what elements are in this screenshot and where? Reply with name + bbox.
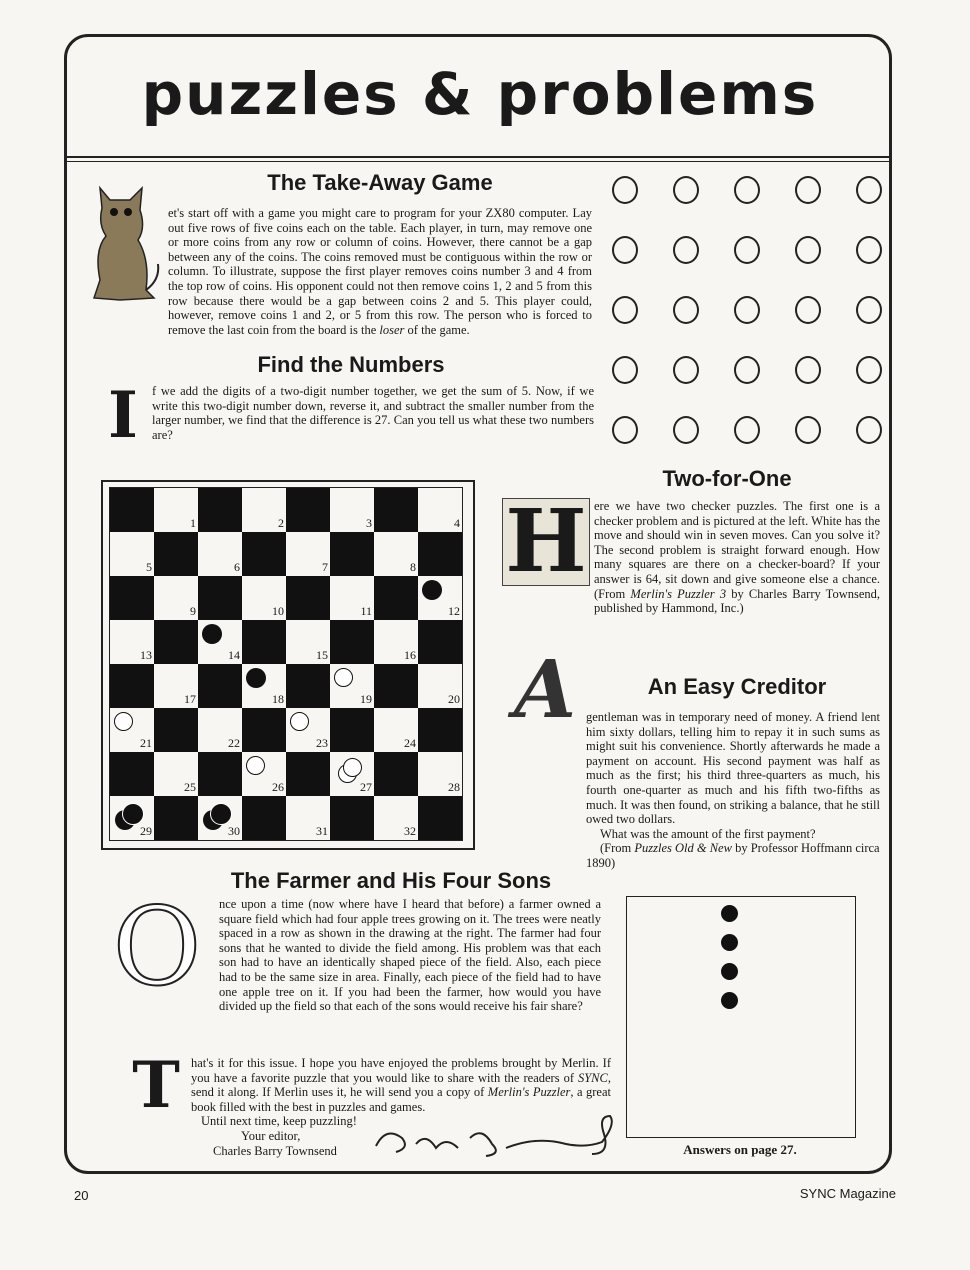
apple-tree [721,905,738,922]
take-away-title: The Take-Away Game [267,170,493,195]
square-number: 27 [360,780,372,794]
coin [612,356,638,384]
board-square-dark [154,796,198,840]
creditor-title: An Easy Creditor [647,674,827,699]
square-number: 9 [190,604,196,618]
board-square [110,532,154,576]
white-checker [290,712,309,731]
square-number: 18 [272,692,284,706]
coin [673,416,699,444]
board-square-dark [418,796,462,840]
square-number: 30 [228,824,240,838]
board-square-dark [374,488,418,532]
square-number: 23 [316,736,328,750]
board-square [154,752,198,796]
board-square-dark [154,708,198,752]
masthead-rule [67,156,889,158]
board-square [286,532,330,576]
coin [734,236,760,264]
creditor-section [586,710,880,871]
coin-row [612,416,882,444]
field-diagram [626,896,856,1138]
board-square [198,708,242,752]
creditor-source-post: by Professor Hoffmann circa 1890) [586,841,880,870]
coin [612,236,638,264]
board-square-dark [110,576,154,620]
square-number: 13 [140,648,152,662]
coin [795,296,821,324]
square-number: 6 [234,560,240,574]
board-square-dark [286,664,330,708]
square-number: 7 [322,560,328,574]
coin [795,236,821,264]
square-number: 3 [366,516,372,530]
find-numbers-title: Find the Numbers [257,352,445,377]
apple-tree [721,963,738,980]
white-king-checker [343,758,362,777]
coin [856,236,882,264]
answers-note: Answers on page 27. [683,1142,797,1157]
board-square [286,796,330,840]
two-for-one-text: ere we have two checker puzzles. The first one is a checker problem and is pictured at the left. White has the move and should win in seven moves. Can you solve it? The second problem is straight forward enough. How many squares are there on a checker-board? If your answer is 64, sit down and give someone else a chance. (From [594,499,880,601]
coin-row [612,356,882,384]
board-square [110,796,154,840]
closing-sync: SYNC [577,1070,608,1085]
board-square [110,620,154,664]
board-square-dark [286,488,330,532]
black-king-checker [210,803,232,825]
farmer-dropcap: O [112,885,202,1010]
black-checker [246,668,266,688]
square-number: 17 [184,692,196,706]
coin [612,176,638,204]
square-number: 5 [146,560,152,574]
square-number: 28 [448,780,460,794]
farmer-title: The Farmer and His Four Sons [230,868,552,893]
find-numbers-dropcap: I [108,378,138,453]
board-square [198,532,242,576]
coin-row [612,176,882,204]
board-square-dark [242,708,286,752]
two-for-one-text-end: by Charles Barry Townsend, published by Hammond, Inc.) [594,586,881,616]
square-number: 14 [228,648,240,662]
board-square-dark [198,488,242,532]
square-number: 29 [140,824,152,838]
board-square [374,708,418,752]
board-square-dark [330,796,374,840]
board-square [418,576,462,620]
farmer-body: nce upon a time (now where have I heard that before) a farmer owned a square field which had four apple trees growing on it. The trees were neatly spaced in a row as shown in the drawing at the right. The farmer had four sons that he wanted to divide the field among. His problem was that each son had to have an identically shaped piece of the field. Also, each piece had to be the same size in area. Finally, each piece of the field had to have one apple tree on it. If you had been the farmer, how would you have divided up the field so that each of the sons would receive his fair share? [219,897,601,1014]
board-square-dark [374,664,418,708]
board-square-dark [330,532,374,576]
apple-tree [721,992,738,1009]
take-away-body [168,206,592,337]
square-number: 22 [228,736,240,750]
square-number: 1 [190,516,196,530]
board-square [154,488,198,532]
closing-until: Until next time, keep puzzling! [201,1114,357,1129]
board-square-dark [418,708,462,752]
board-square [154,664,198,708]
find-numbers-body: f we add the digits of a two-digit number together, we get the sum of 5. Now, if we write this two-digit number down, reverse it, and subtract the smaller number from the larger number, we find that the difference is 27. Can you tell us what these two numbers are? [152,384,594,442]
board-square-dark [286,752,330,796]
creditor-body: gentleman was in temporary need of money. A friend lent him sixty dollars, telling him to repay it in such sums as might suit his convenience. Shortly afterwards he made a payment on account. His second payment was half as much as the first; his third three-quarters as much, his fourth one-quarter as much and his fifth two-fifths as much. It was then found, on striking a balance, that he still owed two dollars. [586,710,880,827]
board-square [330,752,374,796]
board-square [330,576,374,620]
animal-illustration [80,180,164,306]
board-square-dark [154,620,198,664]
take-away-text: et's start off with a game you might care to program for your ZX80 computer. Lay out five rows of five coins each on the table. Each player, in turn, may remove one or more coins from any row or column of coins. However, there cannot be a gap between any of the coins. The coins removed must be contiguous within the row or column. To illustrate, suppose the first player removes coins number 3 and 4 from the top row of coins. His opponent could not then remove coins 1, 2 and 5 from this row because there would be a gap between coins 2 and 5. This player could, however, remove coins 1 and 2, or 5 from this row. The person who is forced to remove the last coin from the board is the [168,206,592,337]
coin [734,176,760,204]
creditor-source [586,841,880,870]
masthead-title: puzzles & problems [141,60,819,128]
board-square-dark [418,620,462,664]
signature [366,1114,622,1170]
black-checker [422,580,442,600]
creditor-dropcap: A [513,642,577,736]
board-square [242,576,286,620]
closing-text-mid: , send it along. If Merlin uses it, he will send you a copy of [191,1070,611,1100]
coin [856,176,882,204]
square-number: 26 [272,780,284,794]
board-square [330,664,374,708]
coin [795,176,821,204]
board-square [286,620,330,664]
coin-grid [612,176,882,476]
two-for-one-body [594,499,880,616]
creditor-source-book: Puzzles Old & New [634,841,732,856]
board-square-dark [330,620,374,664]
coin [673,236,699,264]
black-king-checker [122,803,144,825]
coin [856,296,882,324]
square-number: 32 [404,824,416,838]
white-checker [246,756,265,775]
board-square [418,488,462,532]
board-square [242,488,286,532]
square-number: 21 [140,736,152,750]
board-square-dark [198,752,242,796]
board-square-dark [374,576,418,620]
coin [673,176,699,204]
square-number: 2 [278,516,284,530]
square-number: 10 [272,604,284,618]
square-number: 31 [316,824,328,838]
board-square [198,620,242,664]
square-number: 20 [448,692,460,706]
two-for-one-dropcap: H [502,498,590,586]
square-number: 4 [454,516,460,530]
closing-dropcap: T [132,1048,180,1123]
find-numbers-section [108,352,594,453]
board-square [198,796,242,840]
square-number: 11 [360,604,372,618]
take-away-section [168,170,592,337]
coin [795,356,821,384]
board-square [374,620,418,664]
coin [673,296,699,324]
coin-row [612,236,882,264]
coin-row [612,296,882,324]
white-checker [334,668,353,687]
masthead-rule-thin [67,161,889,162]
coin [612,296,638,324]
take-away-end: of the game. [404,322,470,337]
board-square [110,708,154,752]
apple-tree [721,934,738,951]
coin [795,416,821,444]
board-square-dark [418,532,462,576]
board-square-dark [330,708,374,752]
coin [673,356,699,384]
board-square-dark [198,576,242,620]
coin [734,296,760,324]
board-square-dark [198,664,242,708]
square-number: 19 [360,692,372,706]
board-square-dark [242,532,286,576]
checker-board [101,480,475,850]
board-square [374,796,418,840]
coin [856,416,882,444]
take-away-loser: loser [379,322,405,337]
square-number: 15 [316,648,328,662]
square-number: 12 [448,604,460,618]
magazine-name: SYNC Magazine [799,1186,896,1201]
board-square [154,576,198,620]
two-for-one-title: Two-for-One [662,466,792,491]
closing-text: hat's it for this issue. I hope you have enjoyed the problems brought by Merlin. If you have a favorite puzzle that you would like to share with the readers of [191,1056,611,1085]
closing-text-end: , a great book filled with the best in puzzles and games. [191,1085,612,1114]
board-square-dark [110,752,154,796]
coin [734,416,760,444]
board-square [418,752,462,796]
black-checker [202,624,222,644]
board-square-dark [286,576,330,620]
checker-grid [109,487,463,841]
closing-body [191,1056,611,1114]
board-square-dark [154,532,198,576]
creditor-question: What was the amount of the first payment? [600,826,816,841]
coin [612,416,638,444]
square-number: 24 [404,736,416,750]
board-square [286,708,330,752]
closing-your-editor: Your editor, [241,1128,301,1143]
square-number: 16 [404,648,416,662]
board-square-dark [242,796,286,840]
closing-book: Merlin's Puzzler [487,1085,571,1100]
board-square [330,488,374,532]
two-for-one-book: Merlin's Puzzler 3 [630,586,727,601]
square-number: 25 [184,780,196,794]
square-number: 8 [410,560,416,574]
board-square [242,664,286,708]
board-square-dark [110,664,154,708]
closing-editor-name: Charles Barry Townsend [213,1143,337,1158]
board-square [418,664,462,708]
board-square-dark [110,488,154,532]
board-square-dark [374,752,418,796]
board-square-dark [242,620,286,664]
board-square [374,532,418,576]
page-number: 20 [74,1188,89,1203]
coin [856,356,882,384]
white-checker [114,712,133,731]
creditor-source-pre: (From [600,841,635,856]
board-square [242,752,286,796]
coin [734,356,760,384]
